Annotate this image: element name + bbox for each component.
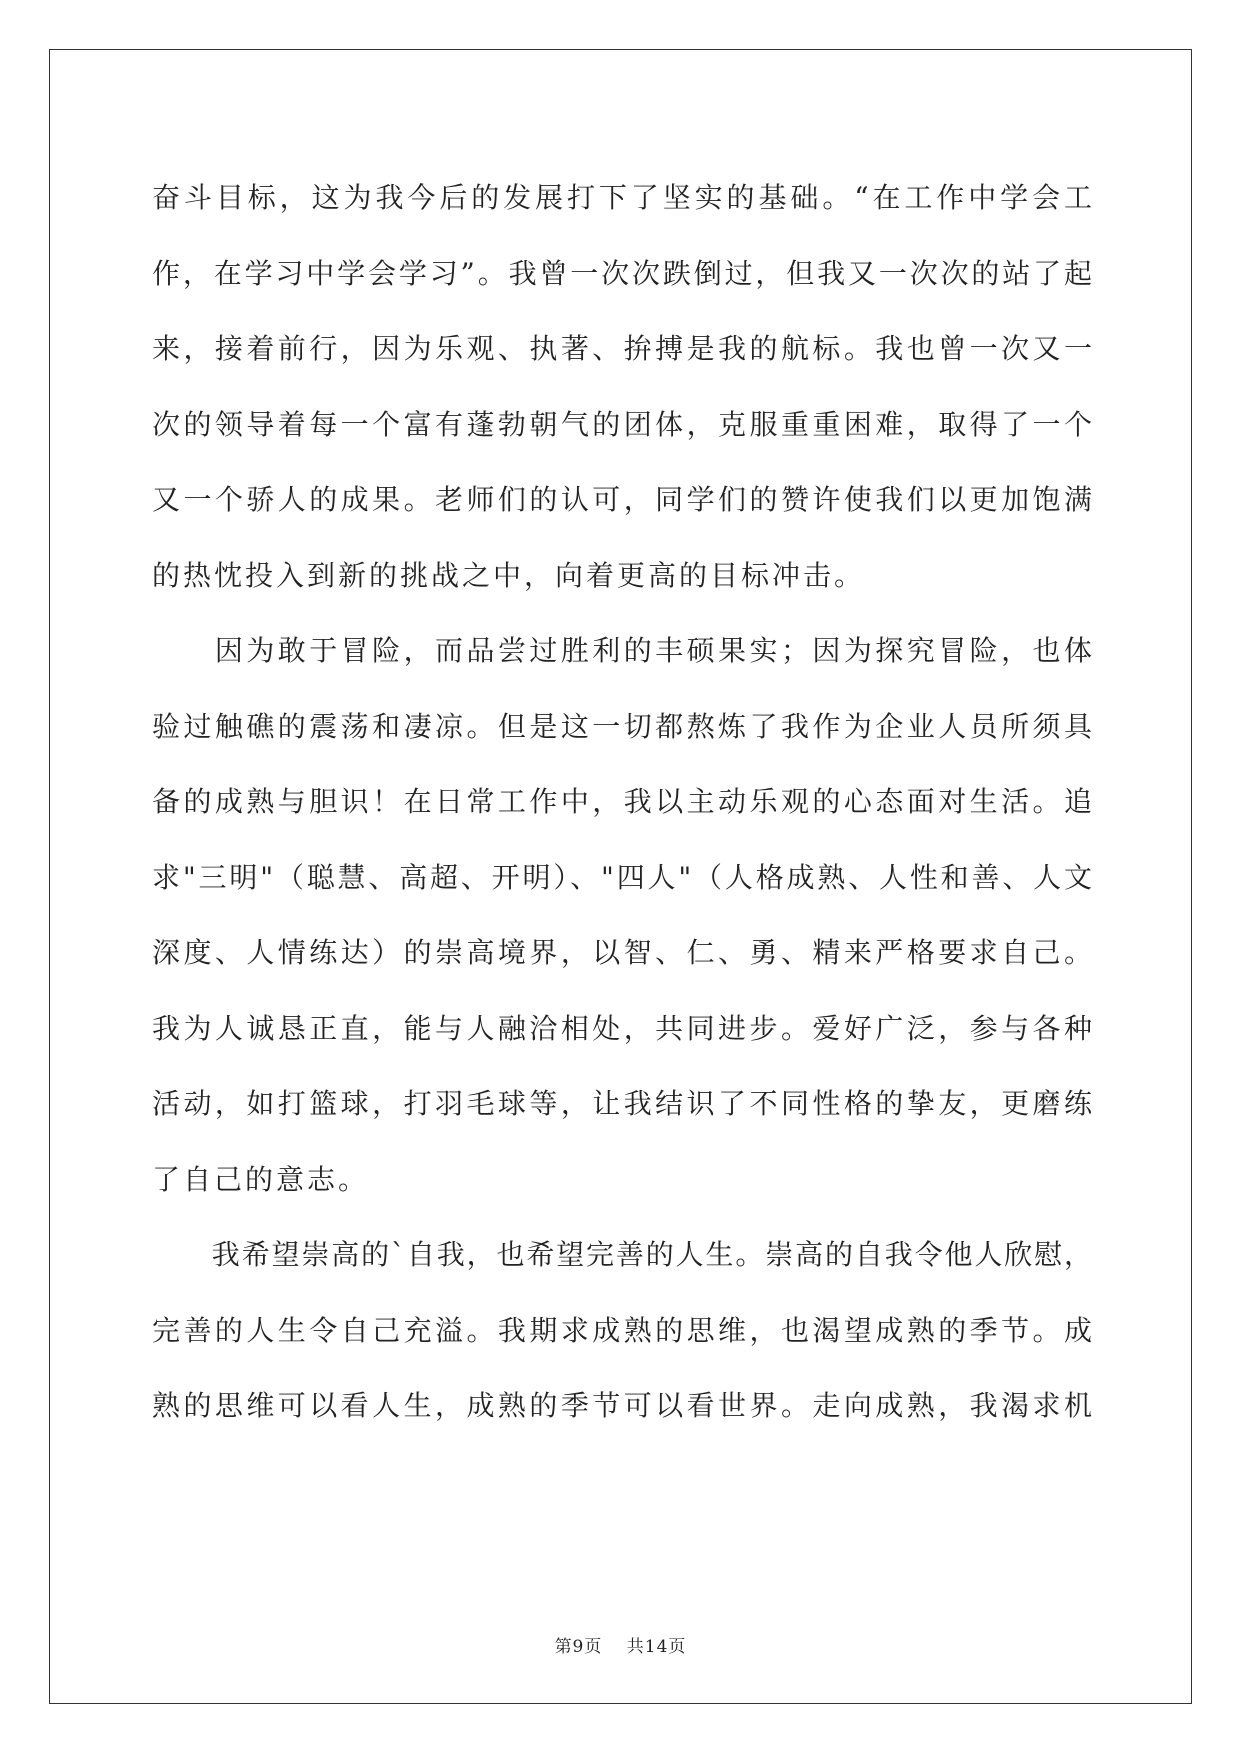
text-line: 我为人诚恳正直，能与人融洽相处，共同进步。爱好广泛，参与各种 [152, 1011, 1092, 1045]
document-body [152, 160, 1092, 1444]
text-line: 求"三明"（聪慧、高超、开明）、"四人"（人格成熟、人性和善、人文 [152, 860, 1092, 894]
text-line: 因为敢于冒险，而品尝过胜利的丰硕果实；因为探究冒险，也体 [152, 634, 1092, 667]
text-line: 的热忱投入到新的挑战之中，向着更高的目标冲击。 [152, 558, 866, 592]
text-line: 我希望崇高的`自我，也希望完善的人生。崇高的自我令他人欣慰， [152, 1238, 1092, 1271]
text-line: 备的成熟与胆识！在日常工作中，我以主动乐观的心态面对生活。追 [152, 785, 1092, 818]
page-number: 第9页 [554, 1637, 603, 1657]
text-line: 作，在学习中学会学习”。我曾一次次跌倒过，但我又一次次的站了起 [152, 256, 1092, 290]
text-line: 来，接着前行，因为乐观、执著、拚搏是我的航标。我也曾一次又一 [152, 332, 1092, 365]
text-line: 活动，如打篮球，打羽毛球等，让我结识了不同性格的挚友，更磨练 [152, 1087, 1092, 1120]
page-footer [0, 1632, 1241, 1657]
text-line: 又一个骄人的成果。老师们的认可，同学们的赞许使我们以更加饱满 [152, 483, 1092, 516]
text-line: 深度、人情练达）的崇高境界，以智、仁、勇、精来严格要求自己。 [152, 936, 1092, 969]
page-total: 共14页 [626, 1637, 687, 1657]
text-line: 奋斗目标，这为我今后的发展打下了坚实的基础。“在工作中学会工 [152, 181, 1092, 214]
text-line: 了自己的意志。 [152, 1162, 370, 1196]
text-line: 次的领导着每一个富有蓬勃朝气的团体，克服重重困难，取得了一个 [152, 407, 1092, 441]
text-line: 验过触礁的震荡和凄凉。但是这一切都熬炼了我作为企业人员所须具 [152, 709, 1092, 743]
text-line: 完善的人生令自己充溢。我期求成熟的思维，也渴望成熟的季节。成 [152, 1313, 1092, 1347]
text-line: 熟的思维可以看人生，成熟的季节可以看世界。走向成熟，我渴求机 [152, 1389, 1092, 1422]
